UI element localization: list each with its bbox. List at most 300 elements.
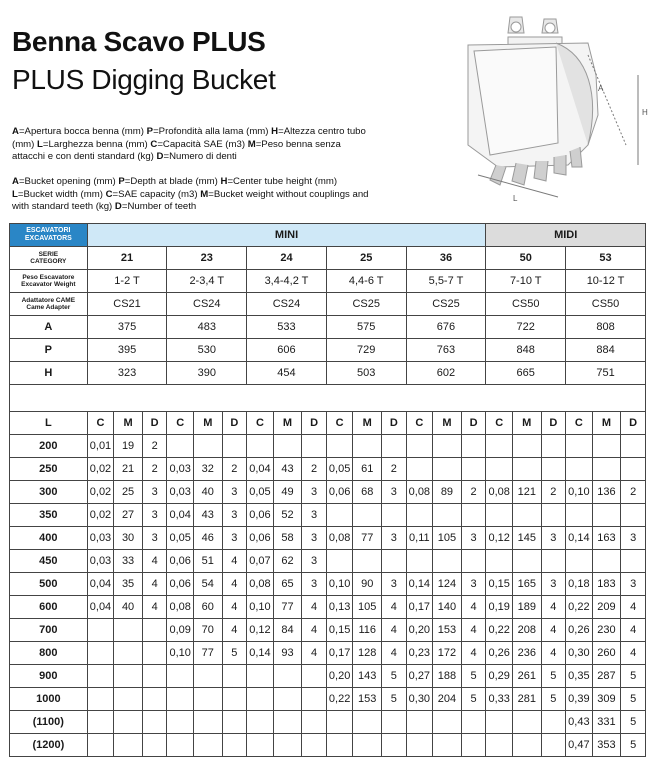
width-header: L xyxy=(10,412,88,435)
cell-value xyxy=(193,711,222,734)
cell-value: 172 xyxy=(433,642,462,665)
excavator-category-label xyxy=(10,224,88,247)
table-row xyxy=(10,711,646,734)
cell-value: 61 xyxy=(353,458,382,481)
cell-value: 183 xyxy=(592,573,621,596)
cell-value xyxy=(193,688,222,711)
cell-value: 165 xyxy=(512,573,541,596)
cell-value: 5 xyxy=(541,688,566,711)
cell-value xyxy=(87,734,114,757)
cell-value: 2 xyxy=(382,458,407,481)
cell-value: 4 xyxy=(461,619,486,642)
table-row xyxy=(10,619,646,642)
cell-value xyxy=(406,458,433,481)
cmd-header: C xyxy=(247,412,274,435)
cell-value: 32 xyxy=(193,458,222,481)
cell-value: 4 xyxy=(382,619,407,642)
cmd-header: D xyxy=(302,412,327,435)
adapter-value: CS24 xyxy=(247,293,327,316)
cell-value xyxy=(326,734,353,757)
dimension-value: 375 xyxy=(87,316,167,339)
legend-text: =Bucket weight without couplings and with standard teeth (kg) xyxy=(12,188,369,212)
cell-value xyxy=(406,504,433,527)
cell-value xyxy=(433,504,462,527)
cell-value: 0,12 xyxy=(247,619,274,642)
specification-table xyxy=(9,223,646,757)
cell-value xyxy=(167,435,194,458)
page-title: Benna Scavo PLUS xyxy=(12,26,266,57)
cell-value xyxy=(621,550,646,573)
cell-value: 40 xyxy=(114,596,143,619)
weight-value: 2-3,4 T xyxy=(167,270,247,293)
width-value: 250 xyxy=(10,458,88,481)
cell-value: 2 xyxy=(222,458,247,481)
cell-value: 0,26 xyxy=(486,642,513,665)
table-row xyxy=(10,665,646,688)
cell-value xyxy=(541,711,566,734)
cell-value: 0,05 xyxy=(247,481,274,504)
cell-value xyxy=(87,642,114,665)
cell-value: 2 xyxy=(461,481,486,504)
cell-value: 236 xyxy=(512,642,541,665)
cell-value: 0,06 xyxy=(247,504,274,527)
legend-text: =SAE capacity (m3) xyxy=(112,188,201,200)
cell-value: 0,15 xyxy=(326,619,353,642)
cell-value: 3 xyxy=(222,481,247,504)
cell-value xyxy=(433,458,462,481)
cell-value: 4 xyxy=(382,642,407,665)
cell-value xyxy=(353,435,382,458)
cell-value xyxy=(193,435,222,458)
cell-value: 0,10 xyxy=(326,573,353,596)
cmd-header: M xyxy=(114,412,143,435)
cell-value: 77 xyxy=(353,527,382,550)
cell-value xyxy=(461,435,486,458)
legend-key: H xyxy=(271,126,279,137)
cell-value: 84 xyxy=(273,619,302,642)
cell-value xyxy=(222,688,247,711)
cell-value: 54 xyxy=(193,573,222,596)
table-row xyxy=(10,458,646,481)
cell-value: 188 xyxy=(433,665,462,688)
cell-value: 0,03 xyxy=(87,550,114,573)
cell-value: 0,08 xyxy=(326,527,353,550)
cell-value xyxy=(167,711,194,734)
cell-value xyxy=(566,504,593,527)
cell-value: 5 xyxy=(382,688,407,711)
cell-value: 105 xyxy=(433,527,462,550)
cell-value: 4 xyxy=(541,642,566,665)
cell-value: 0,10 xyxy=(566,481,593,504)
cmd-header: D xyxy=(222,412,247,435)
cmd-header: M xyxy=(193,412,222,435)
adapter-label xyxy=(10,293,88,316)
legend-text: =Number of teeth xyxy=(121,201,197,212)
cell-value: 124 xyxy=(433,573,462,596)
cell-value: 0,05 xyxy=(167,527,194,550)
cell-value xyxy=(406,711,433,734)
cell-value: 3 xyxy=(541,573,566,596)
table-row xyxy=(10,527,646,550)
width-value: 200 xyxy=(10,435,88,458)
cell-value: 89 xyxy=(433,481,462,504)
legend-text: =Bucket opening (mm) xyxy=(18,176,119,187)
width-value: 300 xyxy=(10,481,88,504)
cell-value: 4 xyxy=(302,642,327,665)
legend-english xyxy=(12,176,372,214)
cell-value xyxy=(273,665,302,688)
dimension-value: 323 xyxy=(87,362,167,385)
series-row xyxy=(10,247,646,270)
cell-value xyxy=(512,504,541,527)
cell-value: 46 xyxy=(193,527,222,550)
cmd-header: D xyxy=(461,412,486,435)
cell-value: 5 xyxy=(382,665,407,688)
cell-value xyxy=(353,734,382,757)
adapter-value: CS50 xyxy=(486,293,566,316)
dimension-value: 606 xyxy=(247,339,327,362)
cmd-header: D xyxy=(541,412,566,435)
cell-value: 105 xyxy=(353,596,382,619)
cell-value: 0,22 xyxy=(326,688,353,711)
cell-value xyxy=(302,665,327,688)
dimension-value: 722 xyxy=(486,316,566,339)
cell-value xyxy=(167,734,194,757)
cell-value xyxy=(433,734,462,757)
dimension-value: 848 xyxy=(486,339,566,362)
legend-key: L xyxy=(37,138,43,150)
legend-text: =Profondità alla lama (mm) xyxy=(153,126,272,137)
cell-value xyxy=(302,435,327,458)
cell-value xyxy=(142,619,167,642)
cell-value: 2 xyxy=(142,458,167,481)
cell-value: 0,12 xyxy=(486,527,513,550)
cell-value: 5 xyxy=(621,734,646,757)
cell-value xyxy=(142,665,167,688)
cell-value: 260 xyxy=(592,642,621,665)
dimension-value: 530 xyxy=(167,339,247,362)
cell-value xyxy=(87,665,114,688)
legend-text: =Peso benna senza attacchi e con denti standard (kg) xyxy=(12,138,341,162)
cell-value: 51 xyxy=(193,550,222,573)
cell-value xyxy=(114,619,143,642)
adapter-row xyxy=(10,293,646,316)
weight-label-line2: Excavator Weight xyxy=(21,281,76,288)
cell-value: 309 xyxy=(592,688,621,711)
width-value: 600 xyxy=(10,596,88,619)
excavator-category-label-line1: ESCAVATORI xyxy=(26,227,71,234)
cell-value: 145 xyxy=(512,527,541,550)
legend-text: =Depth at blade (mm) xyxy=(124,176,221,187)
cell-value: 0,14 xyxy=(247,642,274,665)
legend-text: =Apertura bocca benna (mm) xyxy=(18,126,147,137)
cell-value: 0,27 xyxy=(406,665,433,688)
table-row xyxy=(10,573,646,596)
legend-key: M xyxy=(200,188,209,200)
cell-value: 0,22 xyxy=(566,596,593,619)
cell-value: 0,17 xyxy=(406,596,433,619)
cell-value xyxy=(541,435,566,458)
weight-value: 1-2 T xyxy=(87,270,167,293)
cell-value xyxy=(461,550,486,573)
cell-value: 90 xyxy=(353,573,382,596)
dimension-value: 665 xyxy=(486,362,566,385)
cell-value xyxy=(541,734,566,757)
legend-key: H xyxy=(220,176,228,187)
cell-value xyxy=(87,711,114,734)
cell-value: 0,20 xyxy=(326,665,353,688)
cell-value: 0,43 xyxy=(566,711,593,734)
cell-value xyxy=(247,734,274,757)
cell-value: 121 xyxy=(512,481,541,504)
category-row xyxy=(10,224,646,247)
weight-value: 5,5-7 T xyxy=(406,270,486,293)
cell-value: 0,04 xyxy=(87,596,114,619)
cell-value: 4 xyxy=(382,596,407,619)
cell-value: 77 xyxy=(193,642,222,665)
cell-value: 0,07 xyxy=(247,550,274,573)
cmd-header: M xyxy=(433,412,462,435)
cell-value: 4 xyxy=(541,619,566,642)
cell-value: 230 xyxy=(592,619,621,642)
cell-value: 62 xyxy=(273,550,302,573)
cell-value: 4 xyxy=(302,596,327,619)
cell-value: 49 xyxy=(273,481,302,504)
cell-value: 3 xyxy=(302,504,327,527)
midi-header: MIDI xyxy=(486,224,646,247)
dimension-value: 454 xyxy=(247,362,327,385)
cell-value xyxy=(114,665,143,688)
cell-value: 0,35 xyxy=(566,665,593,688)
cell-value: 0,03 xyxy=(167,481,194,504)
cell-value: 4 xyxy=(222,550,247,573)
adapter-value: CS50 xyxy=(566,293,646,316)
cell-value: 33 xyxy=(114,550,143,573)
cell-value: 331 xyxy=(592,711,621,734)
cell-value xyxy=(167,688,194,711)
cell-value: 143 xyxy=(353,665,382,688)
cmd-header: C xyxy=(87,412,114,435)
cell-value: 43 xyxy=(273,458,302,481)
cell-value xyxy=(406,435,433,458)
cell-value: 2 xyxy=(142,435,167,458)
cell-value xyxy=(326,550,353,573)
cmd-header-row xyxy=(10,412,646,435)
dimension-label: A xyxy=(10,316,88,339)
cmd-header: C xyxy=(326,412,353,435)
cell-value xyxy=(592,435,621,458)
legend-text: =Bucket width (mm) xyxy=(17,188,106,200)
adapter-value: CS24 xyxy=(167,293,247,316)
cell-value: 0,29 xyxy=(486,665,513,688)
adapter-label-line2: Came Adapter xyxy=(26,304,71,311)
cell-value: 136 xyxy=(592,481,621,504)
cell-value: 68 xyxy=(353,481,382,504)
cell-value: 4 xyxy=(621,619,646,642)
cell-value xyxy=(382,504,407,527)
cell-value: 5 xyxy=(461,665,486,688)
dim-label-l: L xyxy=(513,194,518,203)
cell-value: 0,47 xyxy=(566,734,593,757)
cell-value: 208 xyxy=(512,619,541,642)
cell-value xyxy=(326,711,353,734)
cell-value: 2 xyxy=(621,481,646,504)
cell-value: 25 xyxy=(114,481,143,504)
weight-label-line1: Peso Escavatore xyxy=(22,273,75,281)
cell-value: 0,06 xyxy=(247,527,274,550)
dimension-value: 763 xyxy=(406,339,486,362)
cell-value: 3 xyxy=(222,527,247,550)
width-value: 1000 xyxy=(10,688,88,711)
cell-value xyxy=(512,734,541,757)
weight-row xyxy=(10,270,646,293)
cell-value: 3 xyxy=(382,481,407,504)
cell-value: 163 xyxy=(592,527,621,550)
cell-value: 3 xyxy=(382,573,407,596)
cell-value xyxy=(486,458,513,481)
legend-key: M xyxy=(247,138,256,150)
cell-value: 3 xyxy=(382,527,407,550)
cell-value: 52 xyxy=(273,504,302,527)
cmd-header: C xyxy=(566,412,593,435)
cell-value: 353 xyxy=(592,734,621,757)
cmd-header: M xyxy=(512,412,541,435)
cell-value xyxy=(353,711,382,734)
cell-value: 0,11 xyxy=(406,527,433,550)
legend-key: C xyxy=(150,138,158,150)
cell-value: 3 xyxy=(302,481,327,504)
cell-value: 93 xyxy=(273,642,302,665)
cell-value: 0,10 xyxy=(247,596,274,619)
cell-value: 153 xyxy=(353,688,382,711)
cell-value: 43 xyxy=(193,504,222,527)
series-value: 36 xyxy=(406,247,486,270)
width-value: 500 xyxy=(10,573,88,596)
cell-value xyxy=(382,435,407,458)
cell-value xyxy=(592,550,621,573)
cell-value xyxy=(541,504,566,527)
cell-value: 77 xyxy=(273,596,302,619)
cell-value: 3 xyxy=(142,504,167,527)
cell-value: 5 xyxy=(621,665,646,688)
cell-value xyxy=(273,435,302,458)
weight-value: 10-12 T xyxy=(566,270,646,293)
cell-value: 58 xyxy=(273,527,302,550)
cell-value xyxy=(193,734,222,757)
cell-value xyxy=(302,688,327,711)
cell-value: 3 xyxy=(142,527,167,550)
width-value: 700 xyxy=(10,619,88,642)
cell-value: 70 xyxy=(193,619,222,642)
table-row xyxy=(10,550,646,573)
legend-text: =Larghezza benna (mm) xyxy=(42,138,151,150)
cell-value: 65 xyxy=(273,573,302,596)
cell-value xyxy=(382,734,407,757)
cell-value xyxy=(406,550,433,573)
cell-value: 140 xyxy=(433,596,462,619)
cell-value: 0,02 xyxy=(87,458,114,481)
cell-value xyxy=(353,550,382,573)
cell-value: 0,10 xyxy=(167,642,194,665)
cell-value xyxy=(592,458,621,481)
cell-value: 5 xyxy=(461,688,486,711)
mini-header: MINI xyxy=(87,224,486,247)
cell-value xyxy=(566,435,593,458)
cell-value: 4 xyxy=(302,619,327,642)
cell-value xyxy=(87,688,114,711)
cell-value xyxy=(114,711,143,734)
cell-value xyxy=(433,550,462,573)
cell-value: 2 xyxy=(302,458,327,481)
cell-value xyxy=(512,435,541,458)
cell-value: 4 xyxy=(461,596,486,619)
cell-value: 0,33 xyxy=(486,688,513,711)
cmd-header: D xyxy=(621,412,646,435)
cell-value: 0,06 xyxy=(167,550,194,573)
cell-value: 0,08 xyxy=(406,481,433,504)
cell-value: 0,22 xyxy=(486,619,513,642)
dimension-value: 533 xyxy=(247,316,327,339)
series-label-line2: CATEGORY xyxy=(30,258,67,265)
cell-value: 0,04 xyxy=(247,458,274,481)
series-value: 23 xyxy=(167,247,247,270)
cell-value xyxy=(621,504,646,527)
cell-value: 3 xyxy=(222,504,247,527)
cell-value: 0,30 xyxy=(566,642,593,665)
cell-value xyxy=(222,711,247,734)
adapter-value: CS25 xyxy=(406,293,486,316)
width-value: (1100) xyxy=(10,711,88,734)
cell-value xyxy=(114,688,143,711)
legend-key: D xyxy=(114,201,122,212)
cell-value xyxy=(247,688,274,711)
cell-value: 0,30 xyxy=(406,688,433,711)
cell-value xyxy=(222,435,247,458)
cell-value: 0,03 xyxy=(167,458,194,481)
cell-value: 0,19 xyxy=(486,596,513,619)
spacer-cell xyxy=(10,385,646,412)
cell-value: 4 xyxy=(222,619,247,642)
cell-value: 3 xyxy=(461,527,486,550)
cell-value: 189 xyxy=(512,596,541,619)
series-value: 53 xyxy=(566,247,646,270)
cell-value xyxy=(461,458,486,481)
legend-key: P xyxy=(146,126,154,137)
dimension-row xyxy=(10,362,646,385)
table-row xyxy=(10,642,646,665)
cell-value: 209 xyxy=(592,596,621,619)
cell-value xyxy=(302,734,327,757)
width-value: 350 xyxy=(10,504,88,527)
dimension-value: 808 xyxy=(566,316,646,339)
legend-text: =Numero di denti xyxy=(163,151,237,162)
cell-value: 0,04 xyxy=(167,504,194,527)
cell-value: 0,02 xyxy=(87,504,114,527)
cell-value xyxy=(326,504,353,527)
cell-value xyxy=(114,642,143,665)
cell-value xyxy=(541,458,566,481)
cmd-header: C xyxy=(167,412,194,435)
cell-value: 0,13 xyxy=(326,596,353,619)
dimension-row xyxy=(10,339,646,362)
cell-value: 19 xyxy=(114,435,143,458)
dimension-value: 676 xyxy=(406,316,486,339)
dim-label-h: H xyxy=(642,108,648,117)
cmd-header: D xyxy=(382,412,407,435)
cell-value xyxy=(461,504,486,527)
cell-value xyxy=(512,458,541,481)
cell-value xyxy=(433,711,462,734)
